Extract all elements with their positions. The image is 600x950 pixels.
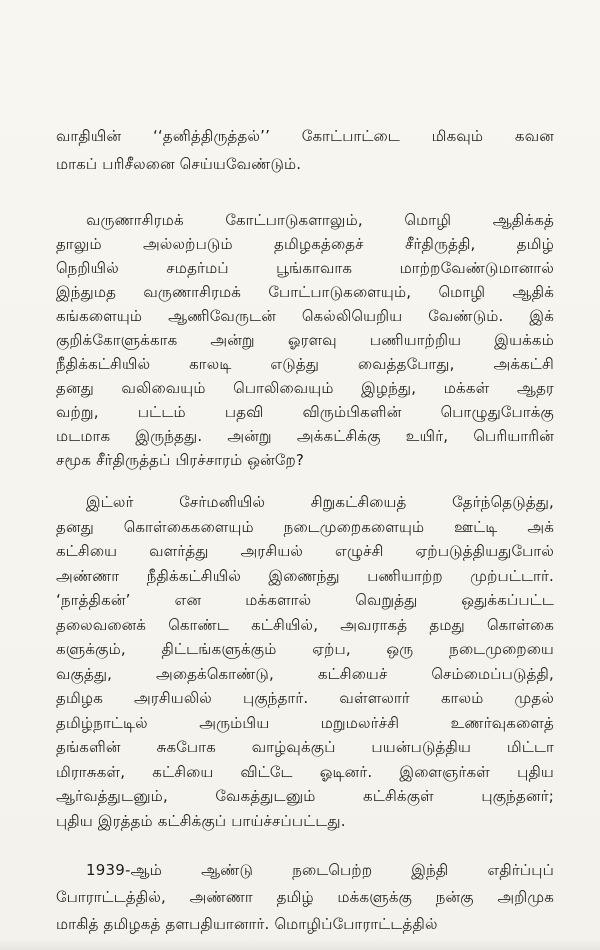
text-line: 1939-ஆம் ஆண்டு நடைபெற்ற இந்தி எதிர்ப்புப் [86,861,554,879]
text-line: வகுத்து, அதைக்கொண்டு, கட்சியைச் செம்மைப்படுத்தி, [56,664,554,683]
text-line: புதிய இரத்தம் கட்சிக்குப் பாய்ச்சப்பட்டது. [56,811,346,830]
text-line: கங்களையும் ஆணிவேருடன் கெல்லியெறிய வேண்டும். இக் [56,307,554,325]
text-line: இந்துமத வருணாசிரமக் போட்பாடுகளையும், மொழி ஆதிக் [56,283,554,301]
text-line: ஆர்வத்துடனும், வேகத்துடனும் கட்சிக்குள் புகுந்தனர்; [56,787,554,805]
text-line: தமிழ்நாட்டில் அரும்பிய மறுமலர்ச்சி உணர்வுகளைத் [56,713,554,732]
text-line: வாதியின் ‘‘தனித்திருத்தல்’’ கோட்பாட்டை மிகவும் கவன [56,127,554,145]
text-line: அண்ணா நீதிக்கட்சியில் இணைந்து பணியாற்ற முற்பட்டார். [56,566,554,585]
text-line: மாகித் தமிழகத் தளபதியானார். மொழிப்போராட்டத்தில் [56,915,438,933]
text-line: தங்களின் சுகபோக வாழ்வுக்குப் பயன்படுத்திய மிட்டா [56,738,554,756]
text-line: தமிழக அரசியலில் புகுந்தார். வள்ளலார் காலம் முதல் [56,689,554,707]
text-line: தனது வலிவையும் பொலிவையும் இழந்து, மக்கள் ஆதர [56,379,554,397]
text-line: போராட்டத்தில், அண்ணா தமிழ் மக்களுக்கு நன்கு அறிமுக [56,888,554,906]
text-line: குறிக்கோளுக்காக அன்று ஓரளவு பணியாற்றிய இயக்கம் [56,331,554,349]
text-line: களுக்கும், திட்டங்களுக்கும் ஏற்ப, ஒரு நடைமுறையை [56,640,554,658]
text-line: மாகப் பரிசீலனை செய்யவேண்டும். [56,155,302,173]
text-line: சமூக சீர்திருத்தப் பிரச்சாரம் ஒன்றே? [56,451,305,469]
text-line: வருணாசிரமக் கோட்பாடுகளாலும், மொழி ஆதிக்கத் [86,211,554,229]
text-line: தனது கொள்கைகளையும் நடைமுறைகளையும் ஊட்டி அக் [56,517,554,536]
text-line: வற்று, பட்டம் பதவி விரும்பிகளின் பொழுதுபோக்கு [56,403,554,421]
text-line: ‘நாத்திகன்’ என மக்களால் வெறுத்து ஒதுக்கப்பட்ட [56,591,554,609]
text-line: கட்சியை வளர்த்து அரசியல் எழுச்சி ஏற்படுத்தியதுபோல் [56,542,554,560]
text-line: மடமாக இருந்தது. அன்று அக்கட்சிக்கு உயிர், பெரியாரின் [56,427,554,445]
text-line: தாலும் அல்லற்படும் தமிழகத்தைச் சீர்திருத்தி, தமிழ் [56,235,554,253]
text-line: தலைவனைக் கொண்ட கட்சியில், அவராகத் தமது கொள்கை [56,615,554,634]
text-line: இட்லர் சேர்மனியில் சிறுகட்சியைத் தேர்ந்தெடுத்து, [86,493,554,511]
text-line: நீதிக்கட்சியில் காலடி எடுத்து வைத்தபோது, அக்கட்சி [56,355,554,373]
text-line: மிராசுகள், கட்சியை விட்டே ஓடினர். இளைஞர்கள் புதிய [56,762,554,781]
text-line: நெறியில் சமதர்மப் பூங்காவாக மாற்றவேண்டுமானால் [56,259,554,277]
scan-shadow [0,938,600,950]
